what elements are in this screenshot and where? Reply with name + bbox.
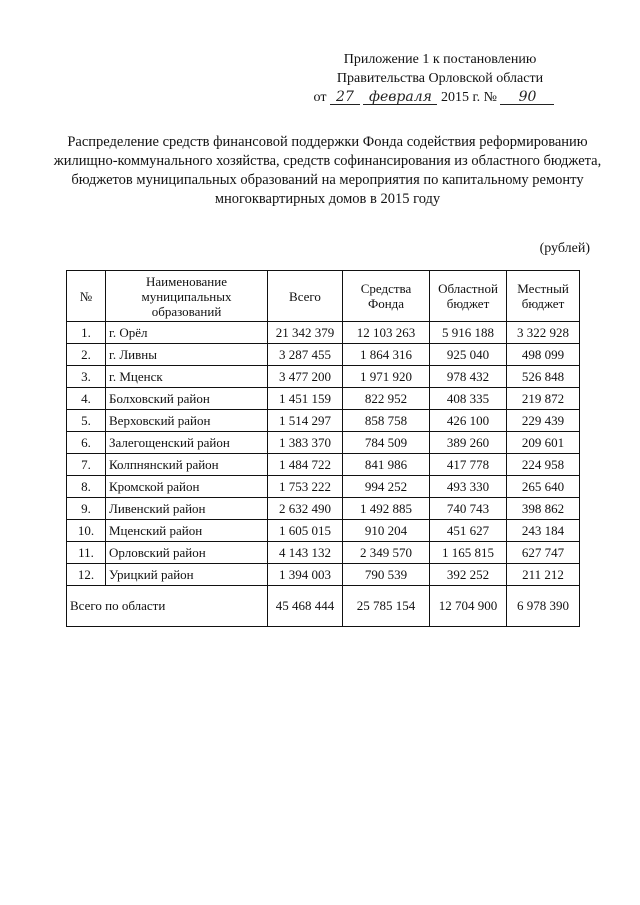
- total-total: 45 468 444: [268, 586, 343, 627]
- cell-name: Урицкий район: [106, 564, 268, 586]
- cell-name: Кромской район: [106, 476, 268, 498]
- cell-local: 211 212: [507, 564, 580, 586]
- table-header-row: [67, 271, 580, 322]
- total-local: 6 978 390: [507, 586, 580, 627]
- table-row: [67, 454, 580, 476]
- cell-name: г. Ливны: [106, 344, 268, 366]
- table-row: [67, 410, 580, 432]
- cell-no: 4.: [67, 388, 106, 410]
- cell-name: Верховский район: [106, 410, 268, 432]
- cell-regional: 408 335: [430, 388, 507, 410]
- cell-no: 7.: [67, 454, 106, 476]
- cell-fund: 784 509: [343, 432, 430, 454]
- total-regional: 12 704 900: [430, 586, 507, 627]
- cell-regional: 978 432: [430, 366, 507, 388]
- header-total: Всего: [268, 271, 343, 322]
- cell-total: 1 394 003: [268, 564, 343, 586]
- table-row: [67, 366, 580, 388]
- header-no: №: [67, 271, 106, 322]
- cell-total: 1 514 297: [268, 410, 343, 432]
- cell-total: 2 632 490: [268, 498, 343, 520]
- distribution-table: [66, 270, 580, 627]
- cell-name: Мценский район: [106, 520, 268, 542]
- cell-fund: 1 492 885: [343, 498, 430, 520]
- cell-no: 10.: [67, 520, 106, 542]
- header-regional: Областной бюджет: [430, 271, 507, 322]
- cell-total: 3 477 200: [268, 366, 343, 388]
- total-label: Всего по области: [67, 586, 268, 627]
- cell-total: 1 605 015: [268, 520, 343, 542]
- cell-local: 243 184: [507, 520, 580, 542]
- cell-no: 1.: [67, 322, 106, 344]
- cell-no: 5.: [67, 410, 106, 432]
- header-fund: Средства Фонда: [343, 271, 430, 322]
- cell-no: 2.: [67, 344, 106, 366]
- table-body: [67, 322, 580, 627]
- cell-local: 219 872: [507, 388, 580, 410]
- cell-regional: 426 100: [430, 410, 507, 432]
- cell-regional: 392 252: [430, 564, 507, 586]
- cell-fund: 858 758: [343, 410, 430, 432]
- cell-regional: 5 916 188: [430, 322, 507, 344]
- cell-total: 4 143 132: [268, 542, 343, 564]
- table-row: [67, 322, 580, 344]
- cell-total: 3 287 455: [268, 344, 343, 366]
- cell-local: 498 099: [507, 344, 580, 366]
- table-row: [67, 432, 580, 454]
- table-row: [67, 520, 580, 542]
- cell-fund: 910 204: [343, 520, 430, 542]
- table-row: [67, 476, 580, 498]
- cell-name: Колпнянский район: [106, 454, 268, 476]
- total-fund: 25 785 154: [343, 586, 430, 627]
- cell-local: 224 958: [507, 454, 580, 476]
- table-row: [67, 344, 580, 366]
- cell-name: г. Орёл: [106, 322, 268, 344]
- cell-name: г. Мценск: [106, 366, 268, 388]
- cell-fund: 12 103 263: [343, 322, 430, 344]
- cell-name: Ливенский район: [106, 498, 268, 520]
- cell-total: 1 451 159: [268, 388, 343, 410]
- table-row: [67, 498, 580, 520]
- cell-fund: 994 252: [343, 476, 430, 498]
- cell-fund: 822 952: [343, 388, 430, 410]
- cell-name: Залегощенский район: [106, 432, 268, 454]
- cell-no: 11.: [67, 542, 106, 564]
- units-label: (рублей): [539, 241, 590, 256]
- cell-fund: 2 349 570: [343, 542, 430, 564]
- cell-no: 8.: [67, 476, 106, 498]
- cell-local: 3 322 928: [507, 322, 580, 344]
- date-day-handwritten: 27: [330, 90, 360, 105]
- cell-no: 9.: [67, 498, 106, 520]
- table-row: [67, 542, 580, 564]
- total-row: [67, 586, 580, 627]
- cell-name: Орловский район: [106, 542, 268, 564]
- annex-line-1: Приложение 1 к постановлению: [343, 52, 537, 67]
- table-row: [67, 388, 580, 410]
- annex-header: [300, 50, 580, 107]
- cell-regional: 389 260: [430, 432, 507, 454]
- cell-no: 3.: [67, 366, 106, 388]
- date-month-handwritten: февраля: [363, 90, 437, 105]
- cell-fund: 790 539: [343, 564, 430, 586]
- cell-total: 1 484 722: [268, 454, 343, 476]
- cell-local: 627 747: [507, 542, 580, 564]
- cell-regional: 925 040: [430, 344, 507, 366]
- cell-local: 526 848: [507, 366, 580, 388]
- header-local: Местный бюджет: [507, 271, 580, 322]
- cell-local: 229 439: [507, 410, 580, 432]
- annex-line-2: Правительства Орловской области: [336, 71, 544, 86]
- cell-no: 12.: [67, 564, 106, 586]
- cell-regional: 1 165 815: [430, 542, 507, 564]
- cell-total: 1 383 370: [268, 432, 343, 454]
- cell-total: 1 753 222: [268, 476, 343, 498]
- date-year: 2015 г. №: [440, 90, 497, 105]
- document-title: Распределение средств финансовой поддержки Фонда содействия реформированию жилищно-коммунального хозяйства, средств софинансирования из областного бюджета, бюджетов муниципальных образований на мероприятия по капитальному ремонту многоквартирных домов в 2015 году: [53, 134, 602, 207]
- document-number-handwritten: 90: [500, 90, 554, 105]
- cell-regional: 493 330: [430, 476, 507, 498]
- annex-date-line: [294, 88, 574, 107]
- cell-local: 209 601: [507, 432, 580, 454]
- cell-regional: 417 778: [430, 454, 507, 476]
- cell-fund: 1 971 920: [343, 366, 430, 388]
- cell-fund: 841 986: [343, 454, 430, 476]
- cell-total: 21 342 379: [268, 322, 343, 344]
- header-name: Наименование муниципальных образований: [106, 271, 268, 322]
- cell-name: Болховский район: [106, 388, 268, 410]
- cell-fund: 1 864 316: [343, 344, 430, 366]
- cell-local: 398 862: [507, 498, 580, 520]
- cell-no: 6.: [67, 432, 106, 454]
- cell-local: 265 640: [507, 476, 580, 498]
- cell-regional: 740 743: [430, 498, 507, 520]
- table-row: [67, 564, 580, 586]
- cell-regional: 451 627: [430, 520, 507, 542]
- date-prefix: от: [313, 90, 327, 105]
